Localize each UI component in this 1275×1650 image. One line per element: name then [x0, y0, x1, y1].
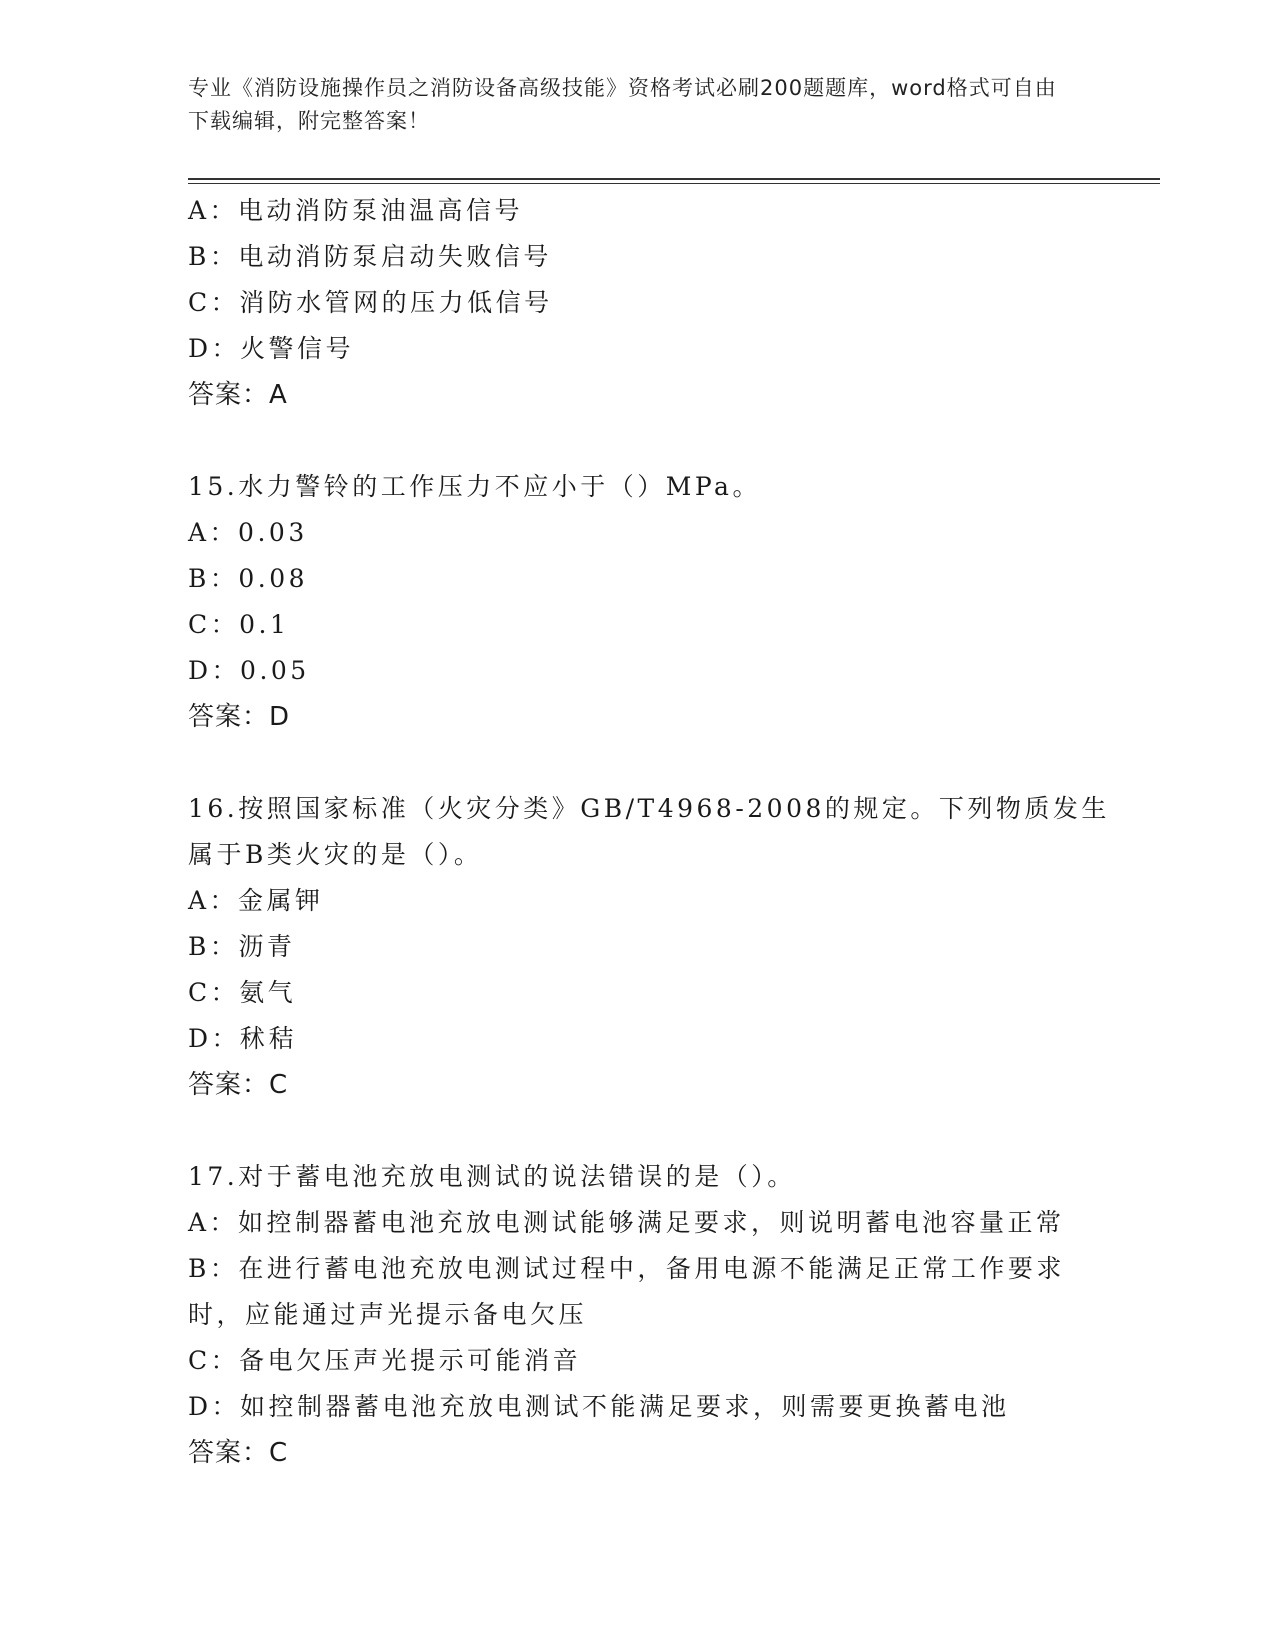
- answer: 答案：A: [188, 380, 288, 410]
- spacer: [188, 418, 1088, 464]
- option-b: B：沥青: [188, 932, 296, 961]
- answer: 答案：C: [188, 1070, 289, 1100]
- question-14: [188, 188, 1088, 418]
- option-a: A：金属钾: [188, 886, 324, 915]
- option-c: C：备电欠压声光提示可能消音: [188, 1346, 582, 1375]
- option-a: A：如控制器蓄电池充放电测试能够满足要求，则说明蓄电池容量正常: [188, 1208, 1065, 1237]
- option-b-line-2: 时，应能通过声光提示备电欠压: [188, 1300, 588, 1329]
- answer: 答案：C: [188, 1438, 289, 1468]
- question-list: [188, 188, 1110, 1476]
- option-b: B：0.08: [188, 564, 309, 593]
- question-stem-line-1: 16.按照国家标准（火灾分类》GB/T4968-2008的规定。下列物质发生: [188, 794, 1110, 823]
- header-divider: [188, 178, 1160, 180]
- option-a: A：电动消防泵油温高信号: [188, 196, 524, 225]
- option-d: D：火警信号: [188, 334, 355, 363]
- question-15: [188, 464, 1088, 740]
- question-16: [188, 786, 1110, 1108]
- question-stem-line-2: 属于B类火灾的是（）。: [188, 840, 483, 869]
- question-17: [188, 1154, 1088, 1476]
- document-header: 专业《消防设施操作员之消防设备高级技能》资格考试必刷200题题库，word格式可自由下载编辑，附完整答案！: [188, 76, 1057, 133]
- answer: 答案：D: [188, 702, 291, 732]
- question-stem: 17.对于蓄电池充放电测试的说法错误的是（）。: [188, 1162, 796, 1191]
- option-b: B：电动消防泵启动失败信号: [188, 242, 552, 271]
- question-stem: 15.水力警铃的工作压力不应小于（）MPa。: [188, 472, 761, 501]
- spacer: [188, 1108, 1088, 1154]
- option-a: A：0.03: [188, 518, 308, 547]
- option-c: C：氨气: [188, 978, 297, 1007]
- option-d: D：0.05: [188, 656, 310, 685]
- option-d: D：如控制器蓄电池充放电测试不能满足要求，则需要更换蓄电池: [188, 1392, 1010, 1421]
- header-divider-thin: [188, 183, 1160, 184]
- option-c: C：消防水管网的压力低信号: [188, 288, 553, 317]
- spacer: [188, 740, 1088, 786]
- option-d: D：秫秸: [188, 1024, 298, 1053]
- option-c: C：0.1: [188, 610, 290, 639]
- option-b-line-1: B：在进行蓄电池充放电测试过程中，备用电源不能满足正常工作要求: [188, 1254, 1065, 1283]
